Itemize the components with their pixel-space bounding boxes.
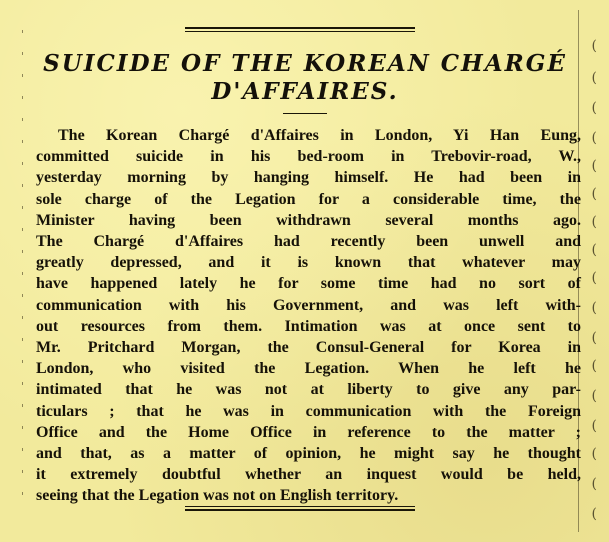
article-line: sole charge of the Legation for a considerable time, the bbox=[36, 190, 581, 208]
top-double-rule bbox=[185, 27, 415, 32]
article-line: it extremely doubtful whether an inquest would be held, bbox=[36, 466, 581, 484]
edge-mark: ( bbox=[591, 100, 597, 116]
article-line: committed suicide in his bed-room in Trebovir-road, W., bbox=[36, 148, 581, 166]
article-line: The Korean Chargé d'Affaires in London, Yi Han Eung, bbox=[58, 127, 581, 144]
article-line: London, who visited the Legation. When he left he bbox=[36, 360, 581, 378]
article-line: Mr. Pritchard Morgan, the Consul-General for Korea in bbox=[36, 339, 581, 357]
article-line: ticulars ; that he was in communication with the Foreign bbox=[36, 402, 581, 420]
article-line: intimated that he was not at liberty to give any par- bbox=[36, 381, 581, 399]
edge-mark: ( bbox=[591, 130, 597, 146]
edge-mark: ( bbox=[591, 214, 597, 230]
edge-mark: ( bbox=[591, 446, 597, 462]
article-line: communication with his Government, and was left with- bbox=[36, 296, 581, 314]
article-line: and that, as a matter of opinion, he might say he thought bbox=[36, 445, 581, 463]
headline-line-1: SUICIDE OF THE KOREAN CHARGÉ bbox=[43, 50, 567, 77]
edge-mark: ( bbox=[591, 358, 597, 374]
edge-mark: ( bbox=[591, 388, 597, 404]
edge-mark: ( bbox=[591, 158, 597, 174]
left-gutter-rule bbox=[22, 30, 23, 510]
headline-underline-rule bbox=[283, 113, 327, 114]
article-line: seeing that the Legation was not on English territory. bbox=[36, 487, 399, 505]
edge-mark: ( bbox=[591, 242, 597, 258]
article-line: out resources from them. Intimation was at once sent to bbox=[36, 317, 581, 335]
headline-line-2: D'AFFAIRES. bbox=[211, 78, 399, 105]
edge-mark: ( bbox=[591, 38, 597, 54]
article-line: Office and the Home Office in reference to the matter ; bbox=[36, 423, 581, 441]
edge-mark: ( bbox=[591, 186, 597, 202]
article-line: greatly depressed, and it is known that whatever may bbox=[36, 254, 581, 272]
edge-mark: ( bbox=[591, 330, 597, 346]
article-line: have happened lately he for some time had no sort of bbox=[36, 275, 581, 293]
edge-mark: ( bbox=[591, 476, 597, 492]
bottom-double-rule bbox=[185, 506, 415, 511]
edge-mark: ( bbox=[591, 70, 597, 86]
edge-mark: ( bbox=[591, 418, 597, 434]
article-line: Minister having been withdrawn several months ago. bbox=[36, 211, 581, 229]
article-line: yesterday morning by hanging himself. He had been in bbox=[36, 169, 581, 187]
edge-mark: ( bbox=[591, 506, 597, 522]
article-line: The Chargé d'Affaires had recently been unwell and bbox=[36, 233, 581, 251]
edge-mark: ( bbox=[591, 270, 597, 286]
article-body bbox=[36, 125, 581, 507]
edge-mark: ( bbox=[591, 300, 597, 316]
